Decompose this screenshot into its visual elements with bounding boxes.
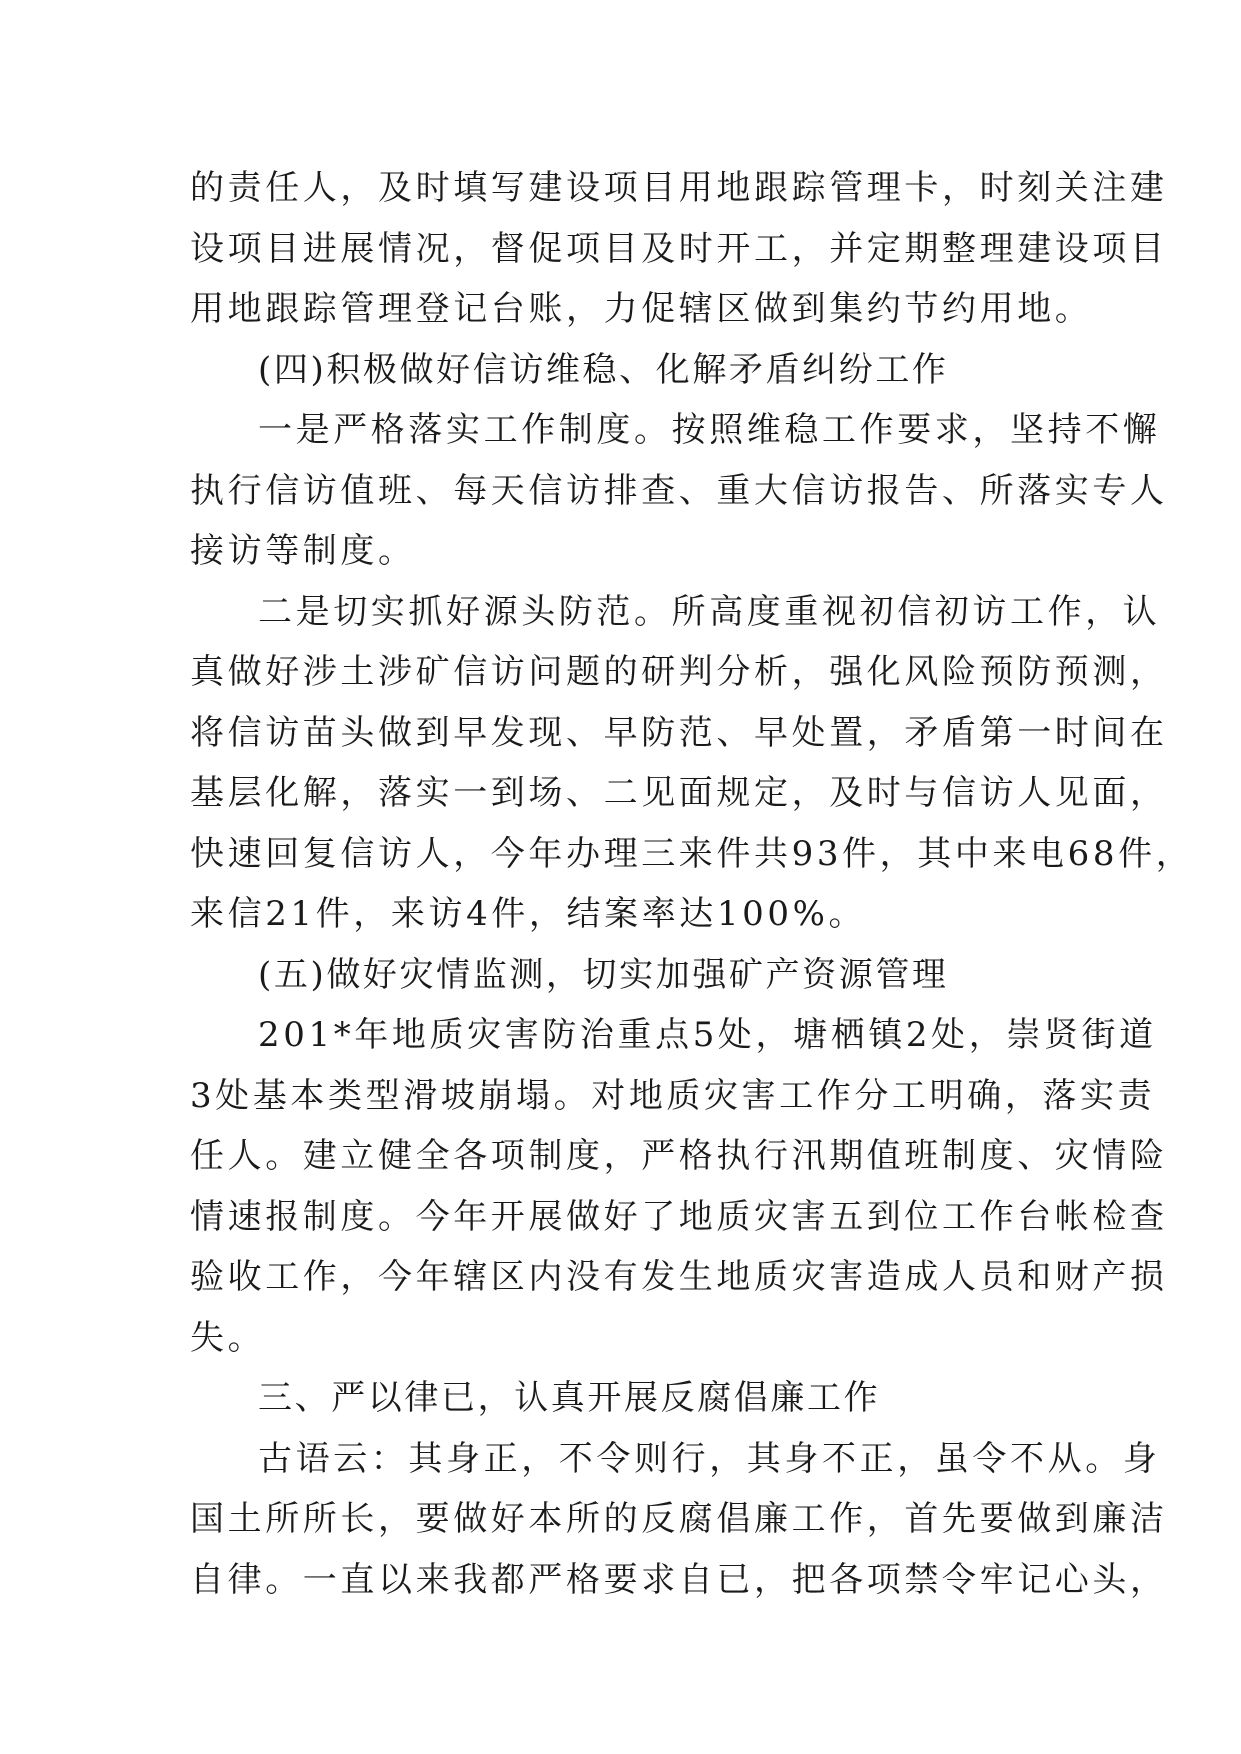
text-line: 任人。建立健全各项制度，严格执行汛期值班制度、灾情险 <box>190 1136 1168 1176</box>
text-line: 3处基本类型滑坡崩塌。对地质灾害工作分工明确，落实责 <box>190 1075 1156 1116</box>
text-line: 国土所所长，要做好本所的反腐倡廉工作，首先要做到廉洁 <box>190 1499 1168 1539</box>
text-line: 失。 <box>190 1317 266 1358</box>
section-heading: 三、严以律已，认真开展反腐倡廉工作 <box>258 1378 881 1418</box>
text-line: 将信访苗头做到早发现、早防范、早处置，矛盾第一时间在 <box>190 712 1168 753</box>
text-line: 一是严格落实工作制度。按照维稳工作要求，坚持不懈 <box>258 410 1161 450</box>
text-line: 自律。一直以来我都严格要求自已，把各项禁令牢记心头， <box>190 1559 1168 1600</box>
text-line: 验收工作，今年辖区内没有发生地质灾害造成人员和财产损 <box>190 1257 1168 1297</box>
text-line: 接访等制度。 <box>190 531 416 571</box>
text-line: 201*年地质灾害防治重点5处，塘栖镇2处，崇贤街道 <box>258 1015 1157 1055</box>
text-line: 执行信访值班、每天信访排查、重大信访报告、所落实专人 <box>190 470 1168 511</box>
text-line: 用地跟踪管理登记台账，力促辖区做到集约节约用地。 <box>190 289 1093 329</box>
section-heading: (五)做好灾情监测，切实加强矿产资源管理 <box>258 954 949 995</box>
text-line: 的责任人，及时填写建设项目用地跟踪管理卡，时刻关注建 <box>190 168 1168 208</box>
section-heading: (四)积极做好信访维稳、化解矛盾纠纷工作 <box>258 349 949 390</box>
text-line: 快速回复信访人，今年办理三来件共93件，其中来电68件， <box>190 833 1194 874</box>
text-line: 真做好涉土涉矿信访问题的研判分析，强化风险预防预测， <box>190 652 1168 692</box>
text-line: 基层化解，落实一到场、二见面规定，及时与信访人见面， <box>190 773 1168 813</box>
text-line: 古语云：其身正，不令则行，其身不正，虽令不从。身 <box>258 1438 1161 1479</box>
text-line: 情速报制度。今年开展做好了地质灾害五到位工作台帐检查 <box>190 1196 1168 1237</box>
body-text <box>190 158 1194 1610</box>
text-line: 来信21件，来访4件，结案率达100%。 <box>190 894 867 934</box>
text-line: 设项目进展情况，督促项目及时开工，并定期整理建设项目 <box>190 228 1168 269</box>
text-line: 二是切实抓好源头防范。所高度重视初信初访工作，认 <box>258 591 1161 632</box>
